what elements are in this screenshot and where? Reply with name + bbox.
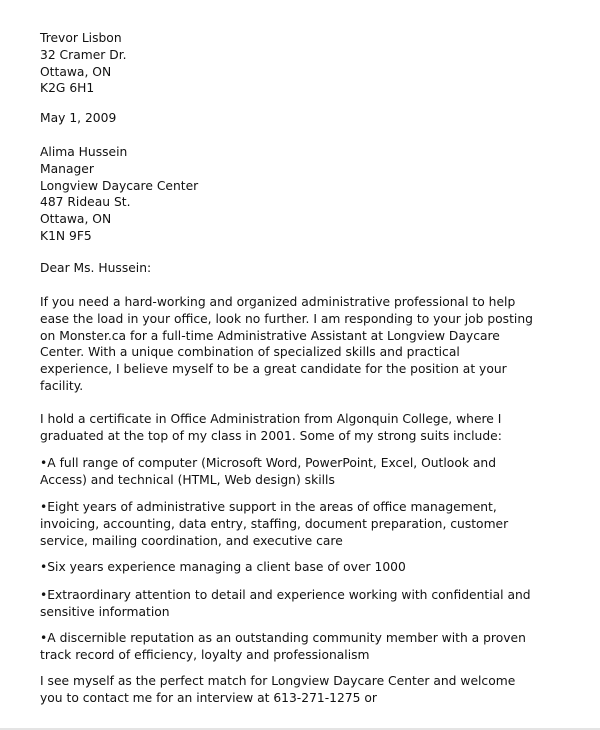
sender-address bbox=[40, 30, 127, 97]
salutation bbox=[40, 260, 151, 277]
paragraph-qualifications bbox=[40, 411, 502, 445]
bullet-line: •A full range of computer (Microsoft Word, PowerPoint, Excel, Outlook and bbox=[40, 456, 497, 470]
bullet-item bbox=[40, 559, 406, 576]
bullet-line: •A discernible reputation as an outstanding community member with a proven bbox=[40, 631, 526, 645]
bullet-line: •Extraordinary attention to detail and experience working with confidential and bbox=[40, 588, 531, 602]
paragraph-intro bbox=[40, 294, 533, 395]
recipient-line: K1N 9F5 bbox=[40, 228, 92, 243]
bullet-item bbox=[40, 630, 526, 664]
bullet-line: track record of efficiency, loyalty and professionalism bbox=[40, 647, 370, 662]
recipient-address bbox=[40, 144, 198, 245]
paragraph-line: Center. With a unique combination of specialized skills and practical bbox=[40, 345, 460, 360]
bullet-line: •Six years experience managing a client base of over 1000 bbox=[40, 560, 406, 574]
recipient-line: Manager bbox=[40, 161, 94, 176]
paragraph-line: experience, I believe myself to be a great candidate for the position at your bbox=[40, 362, 507, 377]
salutation-text: Dear Ms. Hussein: bbox=[40, 261, 152, 275]
recipient-line: 487 Rideau St. bbox=[40, 195, 131, 210]
paragraph-line: I see myself as the perfect match for Longview Daycare Center and welcome bbox=[40, 674, 516, 688]
bullet-line: sensitive information bbox=[40, 604, 170, 619]
paragraph-line: ease the load in your office, look no further. I am responding to your job posting bbox=[40, 311, 533, 326]
paragraph-line: graduated at the top of my class in 2001. Some of my strong suits include: bbox=[40, 428, 502, 443]
letter-date bbox=[40, 110, 116, 127]
sender-line: 32 Cramer Dr. bbox=[40, 47, 127, 62]
bullet-item bbox=[40, 587, 531, 621]
paragraph-line: If you need a hard-working and organized administrative professional to help bbox=[40, 295, 516, 309]
date-text: May 1, 2009 bbox=[40, 111, 117, 125]
sender-line: Ottawa, ON bbox=[40, 64, 112, 79]
bullet-line: service, mailing coordination, and executive care bbox=[40, 533, 343, 548]
bullet-line: Access) and technical (HTML, Web design) skills bbox=[40, 472, 335, 487]
paragraph-line: I hold a certificate in Office Administration from Algonquin College, where I bbox=[40, 412, 502, 426]
paragraph-line: you to contact me for an interview at 613-271-1275 or bbox=[40, 690, 377, 705]
paragraph-line: on Monster.ca for a full-time Administrative Assistant at Longview Daycare bbox=[40, 328, 500, 343]
recipient-line: Alima Hussein bbox=[40, 145, 128, 159]
bullet-line: •Eight years of administrative support in the areas of office management, bbox=[40, 500, 497, 514]
bullet-line: invoicing, accounting, data entry, staffing, document preparation, customer bbox=[40, 516, 509, 531]
recipient-line: Longview Daycare Center bbox=[40, 178, 199, 193]
bullet-item bbox=[40, 499, 508, 549]
bullet-item bbox=[40, 455, 496, 489]
recipient-line: Ottawa, ON bbox=[40, 212, 112, 227]
paragraph-closing bbox=[40, 673, 515, 707]
sender-line: Trevor Lisbon bbox=[40, 31, 122, 45]
paragraph-line: facility. bbox=[40, 378, 84, 393]
sender-line: K2G 6H1 bbox=[40, 81, 95, 96]
